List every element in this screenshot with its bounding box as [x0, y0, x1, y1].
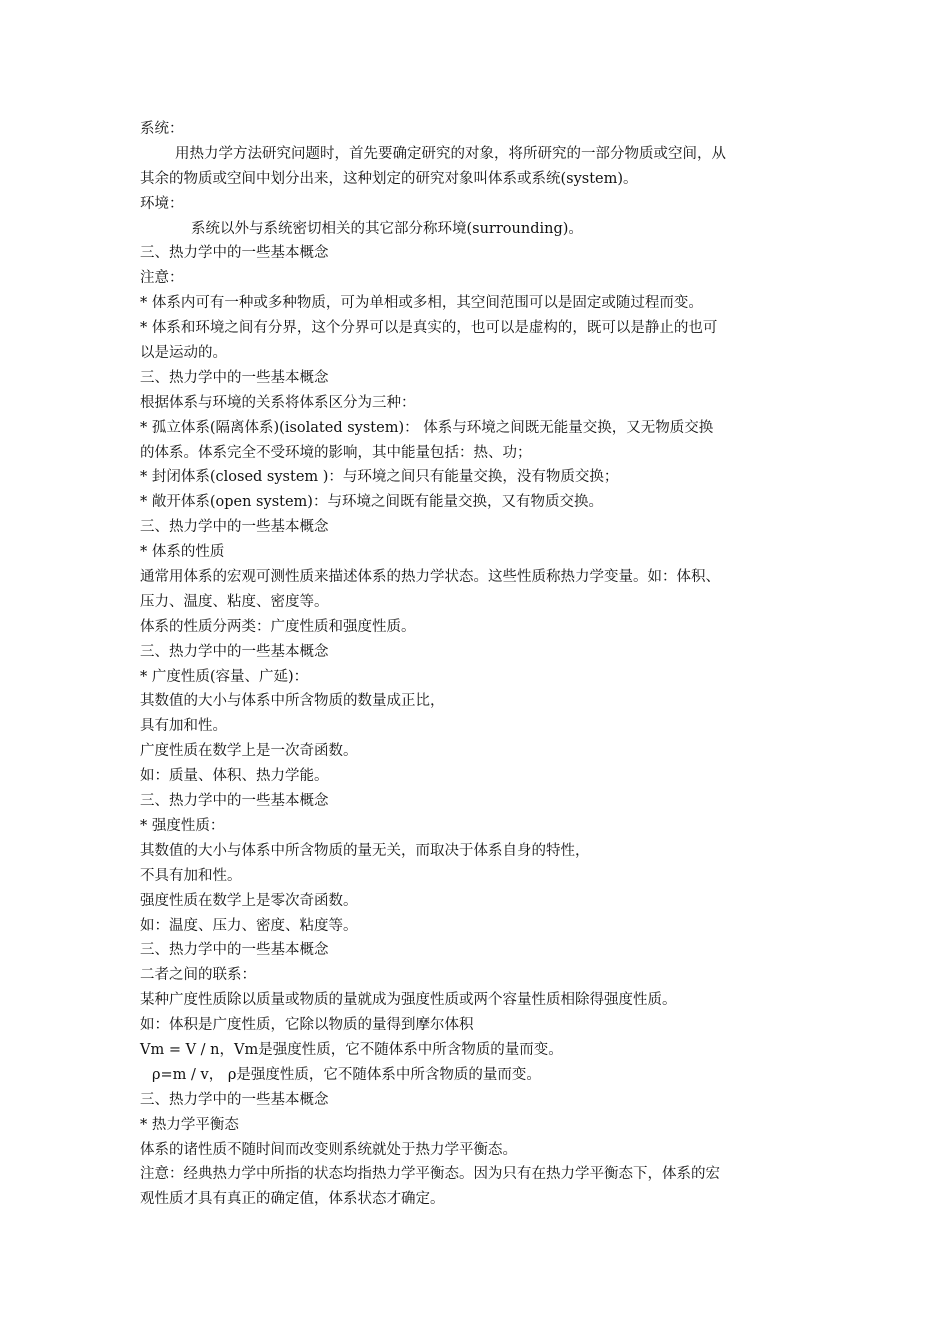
- text-line: 体系的诸性质不随时间而改变则系统就处于热力学平衡态。: [140, 1141, 517, 1158]
- text-line: 其数值的大小与体系中所含物质的数量成正比，: [140, 693, 445, 710]
- text-line: 不具有加和性。: [140, 867, 242, 884]
- text-line: * 体系的性质: [140, 544, 225, 561]
- text-line: * 广度性质(容量、广延)：: [140, 668, 309, 685]
- text-line: 系统：: [140, 121, 184, 137]
- text-line: * 体系和环境之间有分界，这个分界可以是真实的，也可以是虚构的，既可以是静止的也可: [140, 320, 718, 337]
- text-line: * 孤立体系(隔离体系)(isolated system)： 体系与环境之间既无能量交换，又无物质交换: [140, 419, 714, 436]
- text-line: * 热力学平衡态: [140, 1116, 239, 1133]
- text-line: 广度性质在数学上是一次奇函数。: [140, 743, 358, 760]
- text-line: * 体系内可有一种或多种物质，可为单相或多相，其空间范围可以是固定或随过程而变。: [140, 295, 703, 312]
- document-page: [140, 117, 820, 1212]
- text-line: 的体系。体系完全不受环境的影响，其中能量包括：热、功；: [140, 444, 532, 461]
- text-line: 如：质量、体积、热力学能。: [140, 768, 329, 785]
- text-line: 三、热力学中的一些基本概念: [140, 519, 329, 536]
- text-line: * 敞开体系(open system)：与环境之间既有能量交换，又有物质交换。: [140, 494, 603, 511]
- text-line: 三、热力学中的一些基本概念: [140, 1091, 329, 1108]
- text-line: 通常用体系的宏观可测性质来描述体系的热力学状态。这些性质称热力学变量。如：体积、: [140, 569, 720, 586]
- text-line: 注意：: [140, 270, 184, 287]
- text-line: 体系的性质分两类：广度性质和强度性质。: [140, 618, 416, 635]
- text-line: * 强度性质：: [140, 817, 225, 834]
- text-line: ρ=m / v， ρ是强度性质，它不随体系中所含物质的量而变。: [152, 1066, 541, 1083]
- text-line: 三、热力学中的一些基本概念: [140, 942, 329, 959]
- text-line: 具有加和性。: [140, 718, 227, 735]
- text-line: 三、热力学中的一些基本概念: [140, 643, 329, 660]
- text-line: Vm = V / n，Vm是强度性质，它不随体系中所含物质的量而变。: [140, 1041, 563, 1058]
- text-line: 如：体积是广度性质，它除以物质的量得到摩尔体积: [140, 1017, 474, 1034]
- text-line: 以是运动的。: [140, 345, 227, 362]
- text-line: 环境：: [140, 195, 184, 212]
- text-line: 三、热力学中的一些基本概念: [140, 245, 329, 262]
- text-line: 强度性质在数学上是零次奇函数。: [140, 892, 358, 909]
- text-line: 某种广度性质除以质量或物质的量就成为强度性质或两个容量性质相除得强度性质。: [140, 992, 677, 1009]
- text-line: 注意：经典热力学中所指的状态均指热力学平衡态。因为只有在热力学平衡态下，体系的宏: [140, 1166, 720, 1183]
- text-line: * 封闭体系(closed system )：与环境之间只有能量交换，没有物质交换；: [140, 469, 619, 486]
- text-line: 三、热力学中的一些基本概念: [140, 369, 329, 386]
- text-line: 二者之间的联系：: [140, 967, 256, 984]
- text-line: 系统以外与系统密切相关的其它部分称环境(surrounding)。: [191, 220, 583, 237]
- text-line: 其数值的大小与体系中所含物质的量无关，而取决于体系自身的特性，: [140, 842, 590, 859]
- text-line: 如：温度、压力、密度、粘度等。: [140, 917, 358, 934]
- text-line: 用热力学方法研究问题时，首先要确定研究的对象，将所研究的一部分物质或空间，从: [175, 145, 726, 162]
- text-line: 观性质才具有真正的确定值，体系状态才确定。: [140, 1191, 445, 1208]
- text-line: 压力、温度、粘度、密度等。: [140, 593, 329, 610]
- text-line: 三、热力学中的一些基本概念: [140, 793, 329, 810]
- text-line: 其余的物质或空间中划分出来，这种划定的研究对象叫体系或系统(system)。: [140, 170, 638, 187]
- text-line: 根据体系与环境的关系将体系区分为三种：: [140, 394, 416, 411]
